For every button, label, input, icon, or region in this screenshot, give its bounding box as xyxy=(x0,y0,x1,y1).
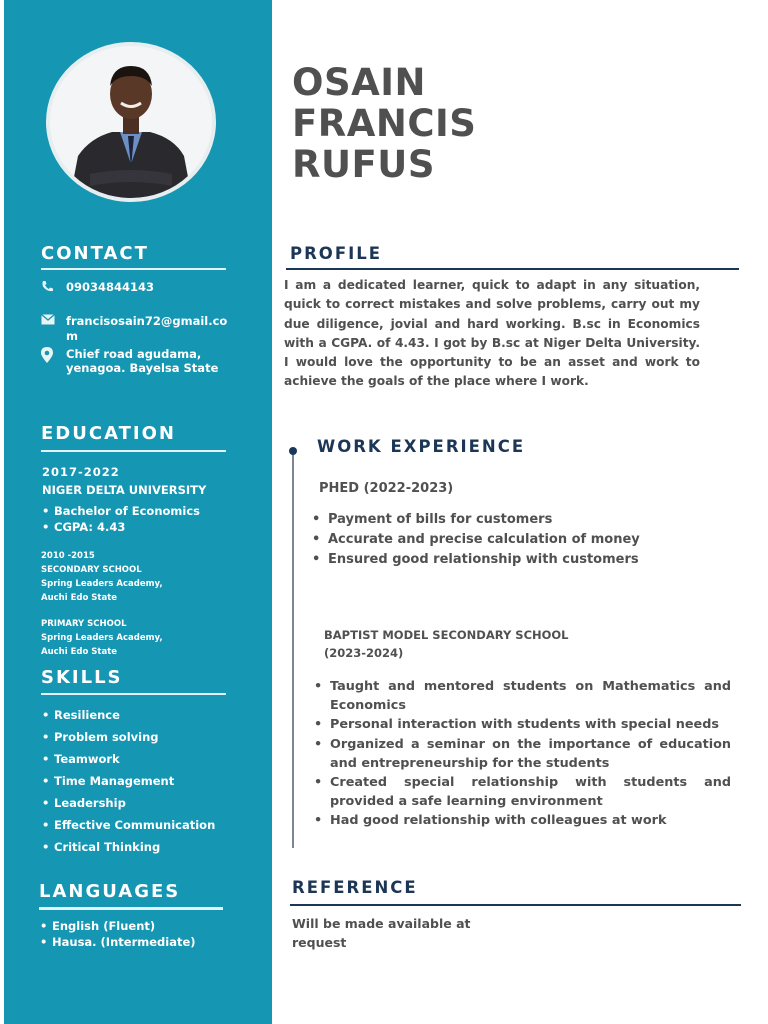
education-divider xyxy=(41,450,226,452)
contact-divider xyxy=(41,268,226,270)
primary-school-line1: Spring Leaders Academy, xyxy=(41,633,163,643)
list-item: • Ensured good relationship with customers xyxy=(310,550,640,570)
contact-email-line1: francisosain72@gmail.co xyxy=(66,314,228,328)
list-item: • Problem solving xyxy=(42,726,215,748)
location-pin-icon xyxy=(41,347,53,366)
university-details xyxy=(42,504,200,535)
timeline-dot xyxy=(289,447,297,455)
primary-school-line2: Auchi Edo State xyxy=(41,647,118,657)
list-item: • Bachelor of Economics xyxy=(42,504,200,520)
languages-list xyxy=(40,918,196,950)
profile-text: I am a dedicated learner, quick to adapt in any situation, quick to correct mistakes and solve problems, carry out my due diligence, jovial and hard working. B.sc in Economics with a CGPA. of 4.43. I got by B.sc at Niger Delta University. I would love the opportunity to be an asset and work to achieve the goals of the place where I work. xyxy=(284,278,700,389)
job2-duties xyxy=(312,677,731,831)
profile-photo xyxy=(46,42,216,202)
email-icon xyxy=(41,314,55,328)
contact-heading: CONTACT xyxy=(41,243,149,264)
list-item: • Payment of bills for customers xyxy=(310,510,640,530)
timeline-line xyxy=(292,452,294,848)
skills-heading: SKILLS xyxy=(41,667,123,688)
secondary-years: 2010 -2015 xyxy=(41,551,95,561)
job2-title: BAPTIST MODEL SECONDARY SCHOOL xyxy=(324,628,569,642)
list-item: • Organized a seminar on the importance of education and entrepreneurship for the students xyxy=(312,735,731,773)
list-item: • Hausa. (Intermediate) xyxy=(40,934,196,950)
profile-photo-illustration xyxy=(50,46,212,198)
list-item: • Time Management xyxy=(42,770,215,792)
job1-duties xyxy=(310,510,640,570)
list-item: • Critical Thinking xyxy=(42,836,215,858)
list-item: • Taught and mentored students on Mathematics and Economics xyxy=(312,677,731,715)
secondary-school-line1: Spring Leaders Academy, xyxy=(41,579,163,589)
job2-period: (2023-2024) xyxy=(324,646,404,660)
phone-icon xyxy=(41,280,54,296)
languages-heading: LANGUAGES xyxy=(39,881,181,902)
candidate-name xyxy=(292,62,476,185)
profile-divider xyxy=(286,268,739,270)
name-line-1: OSAIN xyxy=(292,61,426,104)
list-item: • Leadership xyxy=(42,792,215,814)
name-line-3: RUFUS xyxy=(292,143,436,186)
primary-level: PRIMARY SCHOOL xyxy=(41,619,127,629)
job1-title: PHED (2022-2023) xyxy=(319,481,454,496)
list-item: • Had good relationship with colleagues at work xyxy=(312,811,731,830)
secondary-school-line2: Auchi Edo State xyxy=(41,593,118,603)
work-experience-heading: WORK EXPERIENCE xyxy=(317,437,526,456)
contact-address-line1: Chief road agudama, xyxy=(66,347,202,361)
profile-heading: PROFILE xyxy=(290,244,383,263)
list-item: • Personal interaction with students with special needs xyxy=(312,715,731,734)
languages-divider xyxy=(39,907,223,910)
education-heading: EDUCATION xyxy=(41,423,176,444)
list-item: • Resilience xyxy=(42,704,215,726)
contact-email-line2: m xyxy=(66,329,78,343)
skills-divider xyxy=(41,693,226,695)
contact-phone: 09034844143 xyxy=(66,280,155,294)
list-item: • Effective Communication xyxy=(42,814,215,836)
list-item: • Accurate and precise calculation of money xyxy=(310,530,640,550)
list-item: • Teamwork xyxy=(42,748,215,770)
reference-text: Will be made available at request xyxy=(292,916,471,950)
reference-heading: REFERENCE xyxy=(292,878,418,897)
reference-divider xyxy=(290,904,741,906)
university-years: 2017-2022 xyxy=(42,465,120,479)
name-line-2: FRANCIS xyxy=(292,102,477,145)
list-item: • English (Fluent) xyxy=(40,918,196,934)
university-name: NIGER DELTA UNIVERSITY xyxy=(42,483,207,497)
contact-address-line2: yenagoa. Bayelsa State xyxy=(66,361,219,375)
secondary-level: SECONDARY SCHOOL xyxy=(41,565,142,575)
list-item: • CGPA: 4.43 xyxy=(42,520,200,536)
skills-list xyxy=(42,704,215,858)
list-item: • Created special relationship with students and provided a safe learning environment xyxy=(312,773,731,811)
